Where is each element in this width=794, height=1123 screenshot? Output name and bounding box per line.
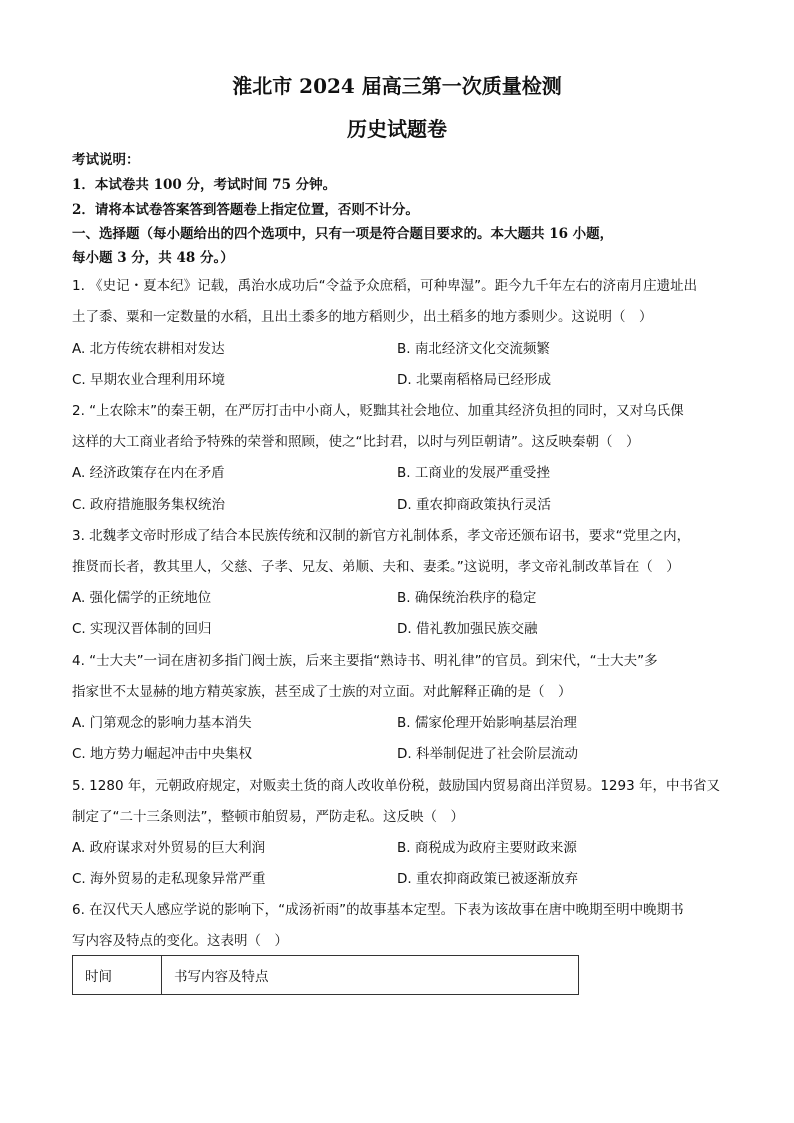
table-header-content: 书写内容及特点 [162, 956, 579, 995]
exam-title: 淮北市 2024 届高三第一次质量检测 [232, 74, 562, 98]
exam-subtitle: 历史试题卷 [347, 117, 447, 141]
question-2-option-c: C. 政府措施服务集权统治 [72, 497, 226, 513]
question-1-line: 土了黍、粟和一定数量的水稻，且出土黍多的地方稻则少，出土稻多的地方黍则少。这说明（ ） [72, 309, 653, 325]
question-5-line: 制定了“二十三条则法”，整顿市舶贸易，严防走私。这反映（ ） [72, 809, 464, 825]
question-1-option-a: A. 北方传统农耕相对发达 [72, 341, 225, 357]
question-5-line: 5. 1280 年，元朝政府规定，对贩卖土货的商人改收单份税，鼓励国内贸易商出洋贸易。1293 年，中书省又 [72, 778, 720, 794]
question-3-option-d: D. 借礼教加强民族交融 [397, 621, 538, 637]
question-2-option-b: B. 工商业的发展严重受挫 [397, 465, 550, 481]
question-6-line: 6. 在汉代天人感应学说的影响下，“成汤祈雨”的故事基本定型。下表为该故事在唐中晚期至明中晚期书 [72, 902, 684, 918]
question-4-line: 指家世不太显赫的地方精英家族，甚至成了士族的对立面。对此解释正确的是（ ） [72, 684, 572, 700]
question-3-line: 3. 北魏孝文帝时形成了结合本民族传统和汉制的新官方礼制体系，孝文帝还颁布诏书，要求“党里之内， [72, 528, 691, 544]
question-3-line: 推贤而长者，教其里人，父慈、子孝、兄友、弟顺、夫和、妻柔。”这说明，孝文帝礼制改革旨在（ ） [72, 559, 680, 575]
instruction-item: 1．本试卷共 100 分，考试时间 75 分钟。 [72, 177, 337, 193]
question-5-option-b: B. 商税成为政府主要财政来源 [397, 840, 577, 856]
question-1-option-c: C. 早期农业合理利用环境 [72, 372, 226, 388]
instruction-item: 2．请将本试卷答案答到答题卷上指定位置，否则不计分。 [72, 202, 419, 218]
section-heading: 一、选择题（每小题给出的四个选项中，只有一项是符合题目要求的。本大题共 16 小题， [72, 226, 614, 242]
question-4-option-d: D. 科举制促进了社会阶层流动 [397, 746, 578, 762]
question-5-option-a: A. 政府谋求对外贸易的巨大利润 [72, 840, 266, 856]
question-5-option-d: D. 重农抑商政策已被逐渐放弃 [397, 871, 578, 887]
question-5-option-c: C. 海外贸易的走私现象异常严重 [72, 871, 266, 887]
question-2-line: 2. “上农除末”的秦王朝，在严厉打击中小商人，贬黜其社会地位、加重其经济负担的同时，又对乌氏倮 [72, 403, 684, 419]
question-2-option-d: D. 重农抑商政策执行灵活 [397, 497, 551, 513]
question-1-option-d: D. 北粟南稻格局已经形成 [397, 372, 551, 388]
question-2-line: 这样的大工商业者给予特殊的荣誉和照顾，使之“比封君，以时与列臣朝请”。这反映秦朝（ ） [72, 434, 640, 450]
question-4-option-c: C. 地方势力崛起冲击中央集权 [72, 746, 253, 762]
question-3-option-c: C. 实现汉晋体制的回归 [72, 621, 212, 637]
question-1-line: 1. 《史记・夏本纪》记载，禹治水成功后“令益予众庶稻，可种卑湿”。距今九千年左右的济南月庄遗址出 [72, 278, 698, 294]
table-header-row [73, 956, 579, 995]
question-3-option-a: A. 强化儒学的正统地位 [72, 590, 212, 606]
question-1-option-b: B. 南北经济文化交流频繁 [397, 341, 550, 357]
instructions-heading: 考试说明： [72, 152, 140, 168]
question-6-line: 写内容及特点的变化。这表明（ ） [72, 933, 288, 949]
question-4-option-b: B. 儒家伦理开始影响基层治理 [397, 715, 577, 731]
question-4-option-a: A. 门第观念的影响力基本消失 [72, 715, 252, 731]
question-4-line: 4. “士大夫”一词在唐初多指门阀士族，后来主要指“熟诗书、明礼律”的官员。到宋代，“士大夫”多 [72, 653, 658, 669]
question-6-table [72, 955, 579, 995]
question-3-option-b: B. 确保统治秩序的稳定 [397, 590, 537, 606]
section-heading-cont: 每小题 3 分，共 48 分。） [72, 250, 234, 266]
table-header-time: 时间 [73, 956, 162, 995]
question-2-option-a: A. 经济政策存在内在矛盾 [72, 465, 225, 481]
